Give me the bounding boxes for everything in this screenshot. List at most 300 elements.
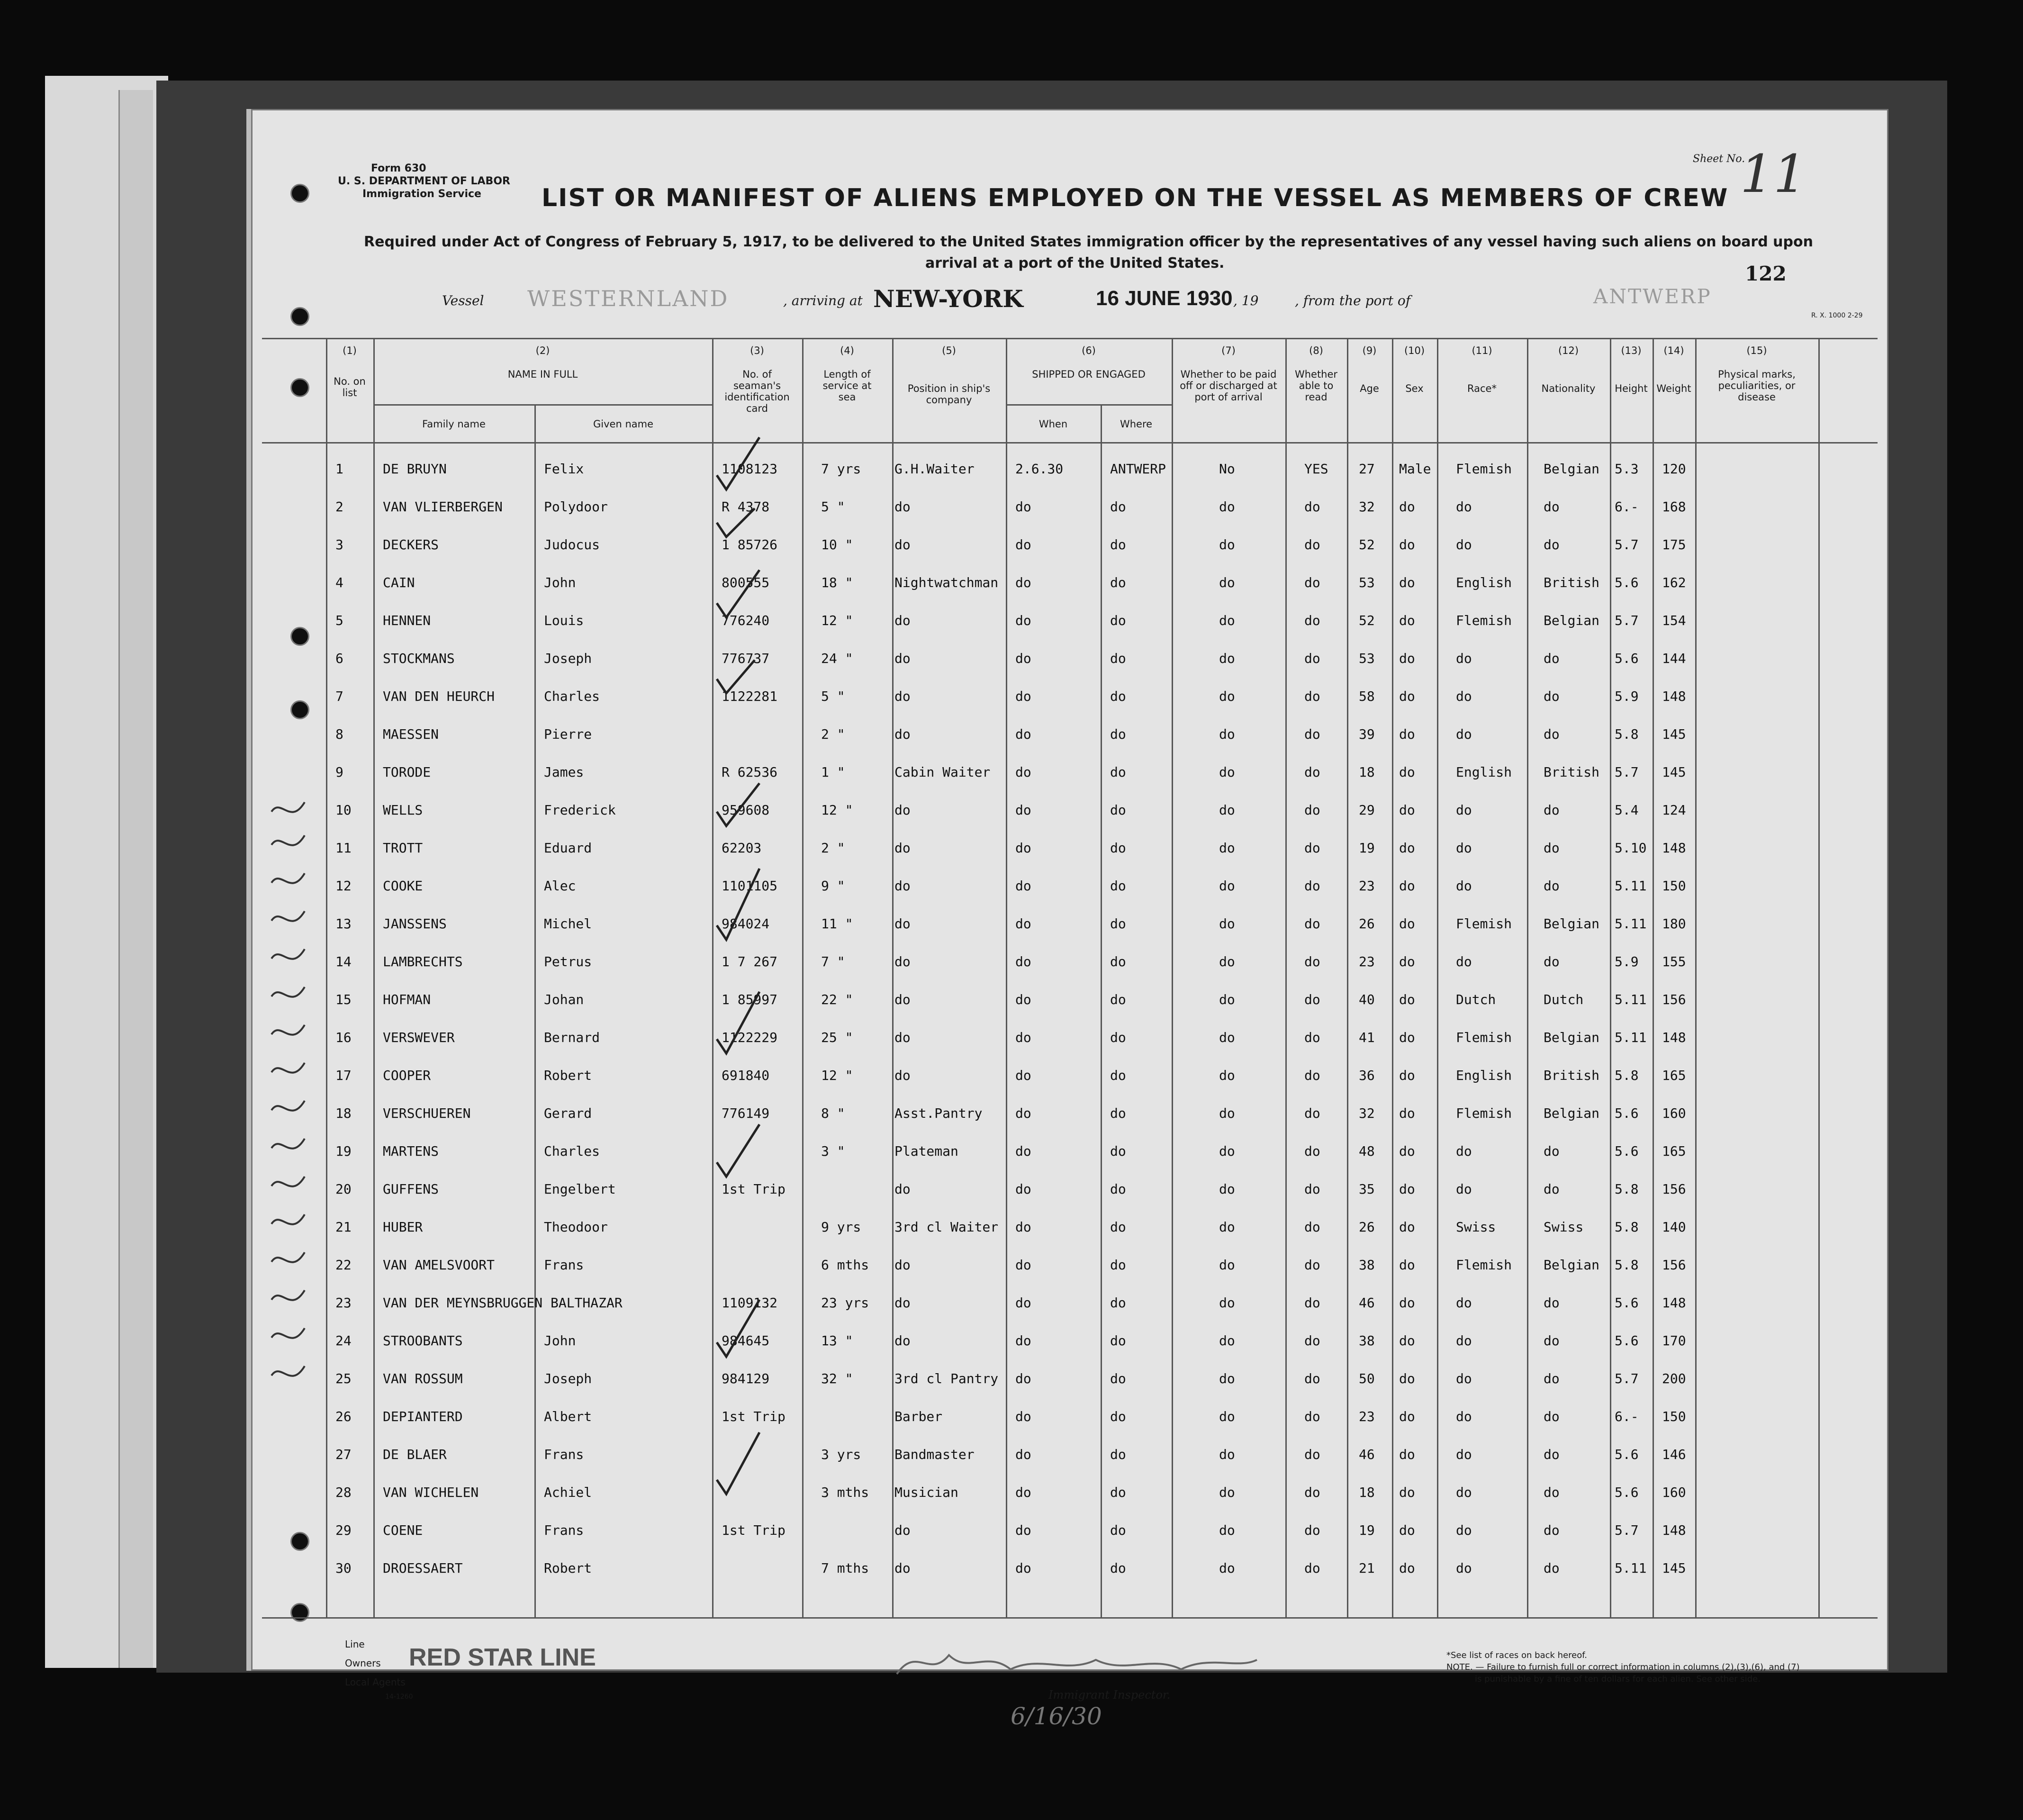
able-to-read: do — [1304, 1143, 1320, 1159]
shipped-when: do — [1015, 1219, 1031, 1235]
able-to-read: do — [1304, 499, 1320, 515]
paid-off: do — [1219, 575, 1235, 590]
row-number: 9 — [335, 764, 343, 780]
col1-num: (1) — [343, 345, 357, 356]
race: do — [1456, 651, 1472, 666]
family-name: VERSWEVER — [383, 1030, 455, 1045]
given-name: Albert — [544, 1409, 592, 1424]
position: do — [894, 499, 911, 515]
requirement-text: Required under Act of Congress of February 5, 1917, to be delivered to the United States immigration officer by the representatives of any vessel having such aliens on board upon — [364, 234, 1813, 250]
nationality: do — [1544, 1295, 1560, 1311]
nationality: do — [1544, 840, 1560, 856]
shipped-where: do — [1110, 575, 1126, 590]
able-to-read: do — [1304, 954, 1320, 969]
position: do — [894, 1181, 911, 1197]
height: 5.8 — [1615, 726, 1639, 742]
paid-off: do — [1219, 613, 1235, 628]
paid-off: do — [1219, 1447, 1235, 1462]
shipped-when: do — [1015, 916, 1031, 932]
race: Flemish — [1456, 1257, 1512, 1273]
age: 19 — [1359, 1522, 1375, 1538]
family-name: TROTT — [383, 840, 423, 856]
nationality: do — [1544, 802, 1560, 818]
race: do — [1456, 840, 1472, 856]
shipped-when: do — [1015, 1143, 1031, 1159]
age: 36 — [1359, 1068, 1375, 1083]
able-to-read: do — [1304, 1333, 1320, 1349]
id-card-number: 1108123 — [722, 461, 778, 477]
department: U. S. DEPARTMENT OF LABOR — [338, 175, 510, 187]
row-number: 24 — [335, 1333, 352, 1349]
nationality: do — [1544, 499, 1560, 515]
length-of-service: 12 " — [821, 1068, 853, 1083]
id-card-number: 1st Trip — [722, 1181, 786, 1197]
height: 5.6 — [1615, 1447, 1639, 1462]
table-row — [253, 954, 1887, 991]
id-card-number: 776737 — [722, 651, 770, 666]
col2-num: (2) — [535, 345, 550, 356]
weight: 140 — [1662, 1219, 1686, 1235]
age: 18 — [1359, 1485, 1375, 1500]
shipped-when: do — [1015, 840, 1031, 856]
row-number: 11 — [335, 840, 352, 856]
col2-header: NAME IN FULL — [507, 369, 578, 380]
shipped-when: do — [1015, 499, 1031, 515]
shipped-where: do — [1110, 1219, 1126, 1235]
position: 3rd cl Waiter — [894, 1219, 999, 1235]
age: 27 — [1359, 461, 1375, 477]
able-to-read: do — [1304, 1068, 1320, 1083]
weight: 148 — [1662, 840, 1686, 856]
given-name: Achiel — [544, 1485, 592, 1500]
family-name: HOFMAN — [383, 992, 431, 1007]
age: 38 — [1359, 1257, 1375, 1273]
given-name: Charles — [544, 1143, 600, 1159]
paid-off: do — [1219, 1522, 1235, 1538]
shipped-when: 2.6.30 — [1015, 461, 1064, 477]
checkmark — [717, 570, 759, 617]
checkmark — [717, 1432, 759, 1494]
given-name: James — [544, 764, 584, 780]
given-name: Theodoor — [544, 1219, 608, 1235]
shipped-where: do — [1110, 1560, 1126, 1576]
length-of-service: 12 " — [821, 802, 853, 818]
shipped-subheader-rule — [1006, 404, 1172, 406]
race: do — [1456, 1333, 1472, 1349]
race: do — [1456, 878, 1472, 894]
height: 5.6 — [1615, 1295, 1639, 1311]
shipped-where: do — [1110, 726, 1126, 742]
form-code: R. X. 1000 2-29 — [1811, 312, 1863, 319]
table-row — [253, 1143, 1887, 1180]
race: do — [1456, 1522, 1472, 1538]
given-name: Polydoor — [544, 499, 608, 515]
length-of-service: 7 mths — [821, 1560, 869, 1576]
given-name: Frans — [544, 1447, 584, 1462]
shipped-when: do — [1015, 992, 1031, 1007]
table-row — [253, 764, 1887, 801]
race: do — [1456, 726, 1472, 742]
height: 5.11 — [1615, 916, 1647, 932]
length-of-service: 7 " — [821, 954, 845, 969]
position: do — [894, 1068, 911, 1083]
paid-off: do — [1219, 1068, 1235, 1083]
sex: do — [1399, 1143, 1415, 1159]
col11-header: Race* — [1467, 383, 1497, 394]
fine-note: NOTE. — Failure to furnish full or correct information in columns (2),(3),(6), and (7) — [1446, 1662, 1800, 1672]
height: 5.7 — [1615, 537, 1639, 552]
given-name: Frans — [544, 1257, 584, 1273]
row-number: 8 — [335, 726, 343, 742]
nationality: do — [1544, 1333, 1560, 1349]
page-number: 122 — [1745, 262, 1787, 285]
given-name: Charles — [544, 688, 600, 704]
race: do — [1456, 1371, 1472, 1386]
age: 48 — [1359, 1143, 1375, 1159]
weight: 155 — [1662, 954, 1686, 969]
header-bottom-rule — [262, 442, 1878, 444]
row-number: 23 — [335, 1295, 352, 1311]
height: 5.7 — [1615, 1522, 1639, 1538]
shipped-when: do — [1015, 1447, 1031, 1462]
height: 5.11 — [1615, 992, 1647, 1007]
sex: do — [1399, 764, 1415, 780]
given-name: Frederick — [544, 802, 616, 818]
shipped-when: do — [1015, 1068, 1031, 1083]
height: 5.6 — [1615, 1333, 1639, 1349]
table-row — [253, 1068, 1887, 1105]
age: 19 — [1359, 840, 1375, 856]
checkmark — [717, 437, 759, 489]
height: 5.8 — [1615, 1181, 1639, 1197]
id-card-number: 776149 — [722, 1105, 770, 1121]
race: English — [1456, 1068, 1512, 1083]
length-of-service: 9 " — [821, 878, 845, 894]
given-name: Felix — [544, 461, 584, 477]
weight: 146 — [1662, 1447, 1686, 1462]
table-row — [253, 726, 1887, 763]
height: 5.6 — [1615, 575, 1639, 590]
table-row — [253, 1181, 1887, 1218]
form-number: Form 630 — [371, 163, 426, 174]
owners-stamp: RED STAR LINE — [409, 1644, 596, 1671]
family-name: GUFFENS — [383, 1181, 439, 1197]
position: do — [894, 1560, 911, 1576]
id-card-number: R 62536 — [722, 764, 778, 780]
binder-hole — [290, 378, 309, 397]
shipped-where: do — [1110, 954, 1126, 969]
able-to-read: do — [1304, 802, 1320, 818]
age: 39 — [1359, 726, 1375, 742]
row-number: 28 — [335, 1485, 352, 1500]
col11-num: (11) — [1472, 345, 1492, 356]
weight: 145 — [1662, 1560, 1686, 1576]
race: do — [1456, 688, 1472, 704]
length-of-service: 2 " — [821, 840, 845, 856]
family-name: WELLS — [383, 802, 423, 818]
position: do — [894, 1030, 911, 1045]
table-row — [253, 840, 1887, 877]
id-card-number: 984129 — [722, 1371, 770, 1386]
length-of-service: 8 " — [821, 1105, 845, 1121]
position: do — [894, 1257, 911, 1273]
position: Plateman — [894, 1143, 958, 1159]
position: Barber — [894, 1409, 943, 1424]
shipped-when: do — [1015, 1181, 1031, 1197]
checkmark — [717, 992, 759, 1053]
arrival-date: 16 JUNE 1930 — [1096, 287, 1233, 310]
position: G.H.Waiter — [894, 461, 975, 477]
shipped-when: do — [1015, 651, 1031, 666]
id-card-number: 800555 — [722, 575, 770, 590]
nationality: do — [1544, 1447, 1560, 1462]
shipped-when: do — [1015, 1333, 1031, 1349]
weight: 148 — [1662, 1295, 1686, 1311]
height: 6.- — [1615, 499, 1639, 515]
shipped-where: do — [1110, 651, 1126, 666]
col12-num: (12) — [1558, 345, 1579, 356]
family-name: DEPIANTERD — [383, 1409, 463, 1424]
age: 29 — [1359, 802, 1375, 818]
checkmark — [717, 783, 759, 826]
nationality: do — [1544, 726, 1560, 742]
length-of-service: 11 " — [821, 916, 853, 932]
family-name: VERSCHUEREN — [383, 1105, 471, 1121]
length-of-service: 1 " — [821, 764, 845, 780]
height: 5.6 — [1615, 1485, 1639, 1500]
table-row — [253, 499, 1887, 536]
weight: 120 — [1662, 461, 1686, 477]
paid-off: do — [1219, 1409, 1235, 1424]
nationality: British — [1544, 575, 1600, 590]
col12-header: Nationality — [1541, 383, 1596, 394]
weight: 145 — [1662, 726, 1686, 742]
age: 53 — [1359, 575, 1375, 590]
family-name: CAIN — [383, 575, 415, 590]
line-label: Line — [345, 1639, 365, 1650]
table-row — [253, 575, 1887, 612]
shipped-where: do — [1110, 688, 1126, 704]
row-number: 10 — [335, 802, 352, 818]
sex: do — [1399, 916, 1415, 932]
able-to-read: do — [1304, 688, 1320, 704]
table-row — [253, 992, 1887, 1029]
length-of-service: 2 " — [821, 726, 845, 742]
able-to-read: do — [1304, 1522, 1320, 1538]
family-name: COOKE — [383, 878, 423, 894]
family-name: VAN WICHELEN — [383, 1485, 479, 1500]
age: 58 — [1359, 688, 1375, 704]
able-to-read: do — [1304, 613, 1320, 628]
height: 5.11 — [1615, 878, 1647, 894]
shipped-where: do — [1110, 916, 1126, 932]
row-number: 1 — [335, 461, 343, 477]
position: do — [894, 916, 911, 932]
race: Swiss — [1456, 1219, 1496, 1235]
race: Flemish — [1456, 613, 1512, 628]
age: 46 — [1359, 1295, 1375, 1311]
id-card-number: 1 85997 — [722, 992, 778, 1007]
row-number: 5 — [335, 613, 343, 628]
family-name: DE BRUYN — [383, 461, 447, 477]
id-card-number: 1st Trip — [722, 1522, 786, 1538]
position: Cabin Waiter — [894, 764, 991, 780]
position: Musician — [894, 1485, 958, 1500]
length-of-service: 6 mths — [821, 1257, 869, 1273]
departure-port: ANTWERP — [1593, 285, 1712, 308]
races-note: *See list of races on back hereof. — [1446, 1650, 1587, 1660]
table-row — [253, 613, 1887, 650]
length-of-service: 18 " — [821, 575, 853, 590]
age: 52 — [1359, 613, 1375, 628]
age: 32 — [1359, 499, 1375, 515]
length-of-service: 25 " — [821, 1030, 853, 1045]
given-name: Petrus — [544, 954, 592, 969]
given-name: Frans — [544, 1522, 584, 1538]
paid-off: do — [1219, 1560, 1235, 1576]
nationality: do — [1544, 1485, 1560, 1500]
race: do — [1456, 537, 1472, 552]
sex: do — [1399, 1068, 1415, 1083]
age: 41 — [1359, 1030, 1375, 1045]
year-label: , 19 — [1233, 293, 1259, 308]
shipped-when: do — [1015, 1485, 1031, 1500]
vessel-name: WESTERNLAND — [527, 286, 729, 311]
able-to-read: do — [1304, 916, 1320, 932]
able-to-read: do — [1304, 764, 1320, 780]
shipped-where: do — [1110, 1105, 1126, 1121]
row-number: 2 — [335, 499, 343, 515]
row-number: 14 — [335, 954, 352, 969]
weight: 170 — [1662, 1333, 1686, 1349]
inspector-label: Immigrant Inspector. — [1048, 1688, 1171, 1702]
shipped-when: do — [1015, 954, 1031, 969]
nationality: Belgian — [1544, 613, 1600, 628]
sex: do — [1399, 688, 1415, 704]
paid-off: do — [1219, 726, 1235, 742]
nationality: do — [1544, 1522, 1560, 1538]
family-name: LAMBRECHTS — [383, 954, 463, 969]
paid-off: do — [1219, 802, 1235, 818]
row-number: 12 — [335, 878, 352, 894]
height: 5.11 — [1615, 1030, 1647, 1045]
shipped-when: do — [1015, 726, 1031, 742]
id-card-number: 776240 — [722, 613, 770, 628]
family-name: JANSSENS — [383, 916, 447, 932]
weight: 148 — [1662, 1030, 1686, 1045]
race: do — [1456, 954, 1472, 969]
age: 50 — [1359, 1371, 1375, 1386]
given-name: Louis — [544, 613, 584, 628]
length-of-service: 12 " — [821, 613, 853, 628]
paid-off: do — [1219, 1371, 1235, 1386]
race: do — [1456, 1181, 1472, 1197]
table-bottom-rule — [262, 1617, 1878, 1619]
table-row — [253, 1333, 1887, 1370]
family-name: VAN DER MEYNSBRUGGEN BALTHAZAR — [383, 1295, 623, 1311]
race: Flemish — [1456, 461, 1512, 477]
weight: 150 — [1662, 1409, 1686, 1424]
id-card-number: 1122281 — [722, 688, 778, 704]
id-card-number: 1122229 — [722, 1030, 778, 1045]
id-card-number: 1 7 267 — [722, 954, 778, 969]
shipped-where: do — [1110, 878, 1126, 894]
weight: 160 — [1662, 1105, 1686, 1121]
length-of-service: 7 yrs — [821, 461, 861, 477]
shipped-where: do — [1110, 499, 1126, 515]
col15-num: (15) — [1746, 345, 1767, 356]
shipped-when: do — [1015, 1295, 1031, 1311]
left-page-edge — [118, 90, 153, 1668]
nationality: Belgian — [1544, 1105, 1600, 1121]
col7-num: (7) — [1221, 345, 1236, 356]
family-name: VAN ROSSUM — [383, 1371, 463, 1386]
given-name: Gerard — [544, 1105, 592, 1121]
paid-off: do — [1219, 499, 1235, 515]
position: do — [894, 878, 911, 894]
height: 5.6 — [1615, 1105, 1639, 1121]
sex: do — [1399, 726, 1415, 742]
weight: 160 — [1662, 1485, 1686, 1500]
position: do — [894, 1333, 911, 1349]
table-row — [253, 878, 1887, 915]
col8-num: (8) — [1309, 345, 1323, 356]
id-card-number: 691840 — [722, 1068, 770, 1083]
row-number: 13 — [335, 916, 352, 932]
sheet-no-value: 11 — [1740, 144, 1806, 204]
shipped-where: do — [1110, 1030, 1126, 1045]
family-name: HENNEN — [383, 613, 431, 628]
weight: 168 — [1662, 499, 1686, 515]
race: do — [1456, 1295, 1472, 1311]
nationality: Belgian — [1544, 916, 1600, 932]
table-row — [253, 1485, 1887, 1521]
paid-off: do — [1219, 954, 1235, 969]
table-row — [253, 537, 1887, 574]
given-name: Alec — [544, 878, 576, 894]
family-name: MARTENS — [383, 1143, 439, 1159]
paid-off: do — [1219, 840, 1235, 856]
able-to-read: do — [1304, 878, 1320, 894]
row-number: 21 — [335, 1219, 352, 1235]
age: 23 — [1359, 954, 1375, 969]
able-to-read: YES — [1304, 461, 1328, 477]
nationality: do — [1544, 1371, 1560, 1386]
table-row — [253, 1257, 1887, 1294]
paid-off: do — [1219, 1485, 1235, 1500]
age: 46 — [1359, 1447, 1375, 1462]
paid-off: do — [1219, 1105, 1235, 1121]
checkmark — [717, 660, 755, 693]
shipped-where: do — [1110, 1447, 1126, 1462]
race: do — [1456, 1409, 1472, 1424]
race: do — [1456, 499, 1472, 515]
checkmarks-column — [707, 414, 802, 1627]
weight: 156 — [1662, 1181, 1686, 1197]
length-of-service: 5 " — [821, 688, 845, 704]
col5-header: Position in ship's company — [907, 383, 991, 406]
length-of-service: 3 " — [821, 1143, 845, 1159]
sex: do — [1399, 1030, 1415, 1045]
col4-header: Length of service at sea — [822, 369, 872, 403]
race: English — [1456, 764, 1512, 780]
nationality: do — [1544, 1560, 1560, 1576]
nationality: Belgian — [1544, 461, 1600, 477]
weight: 162 — [1662, 575, 1686, 590]
shipped-when: do — [1015, 537, 1031, 552]
table-row — [253, 1105, 1887, 1142]
given-name: Michel — [544, 916, 592, 932]
